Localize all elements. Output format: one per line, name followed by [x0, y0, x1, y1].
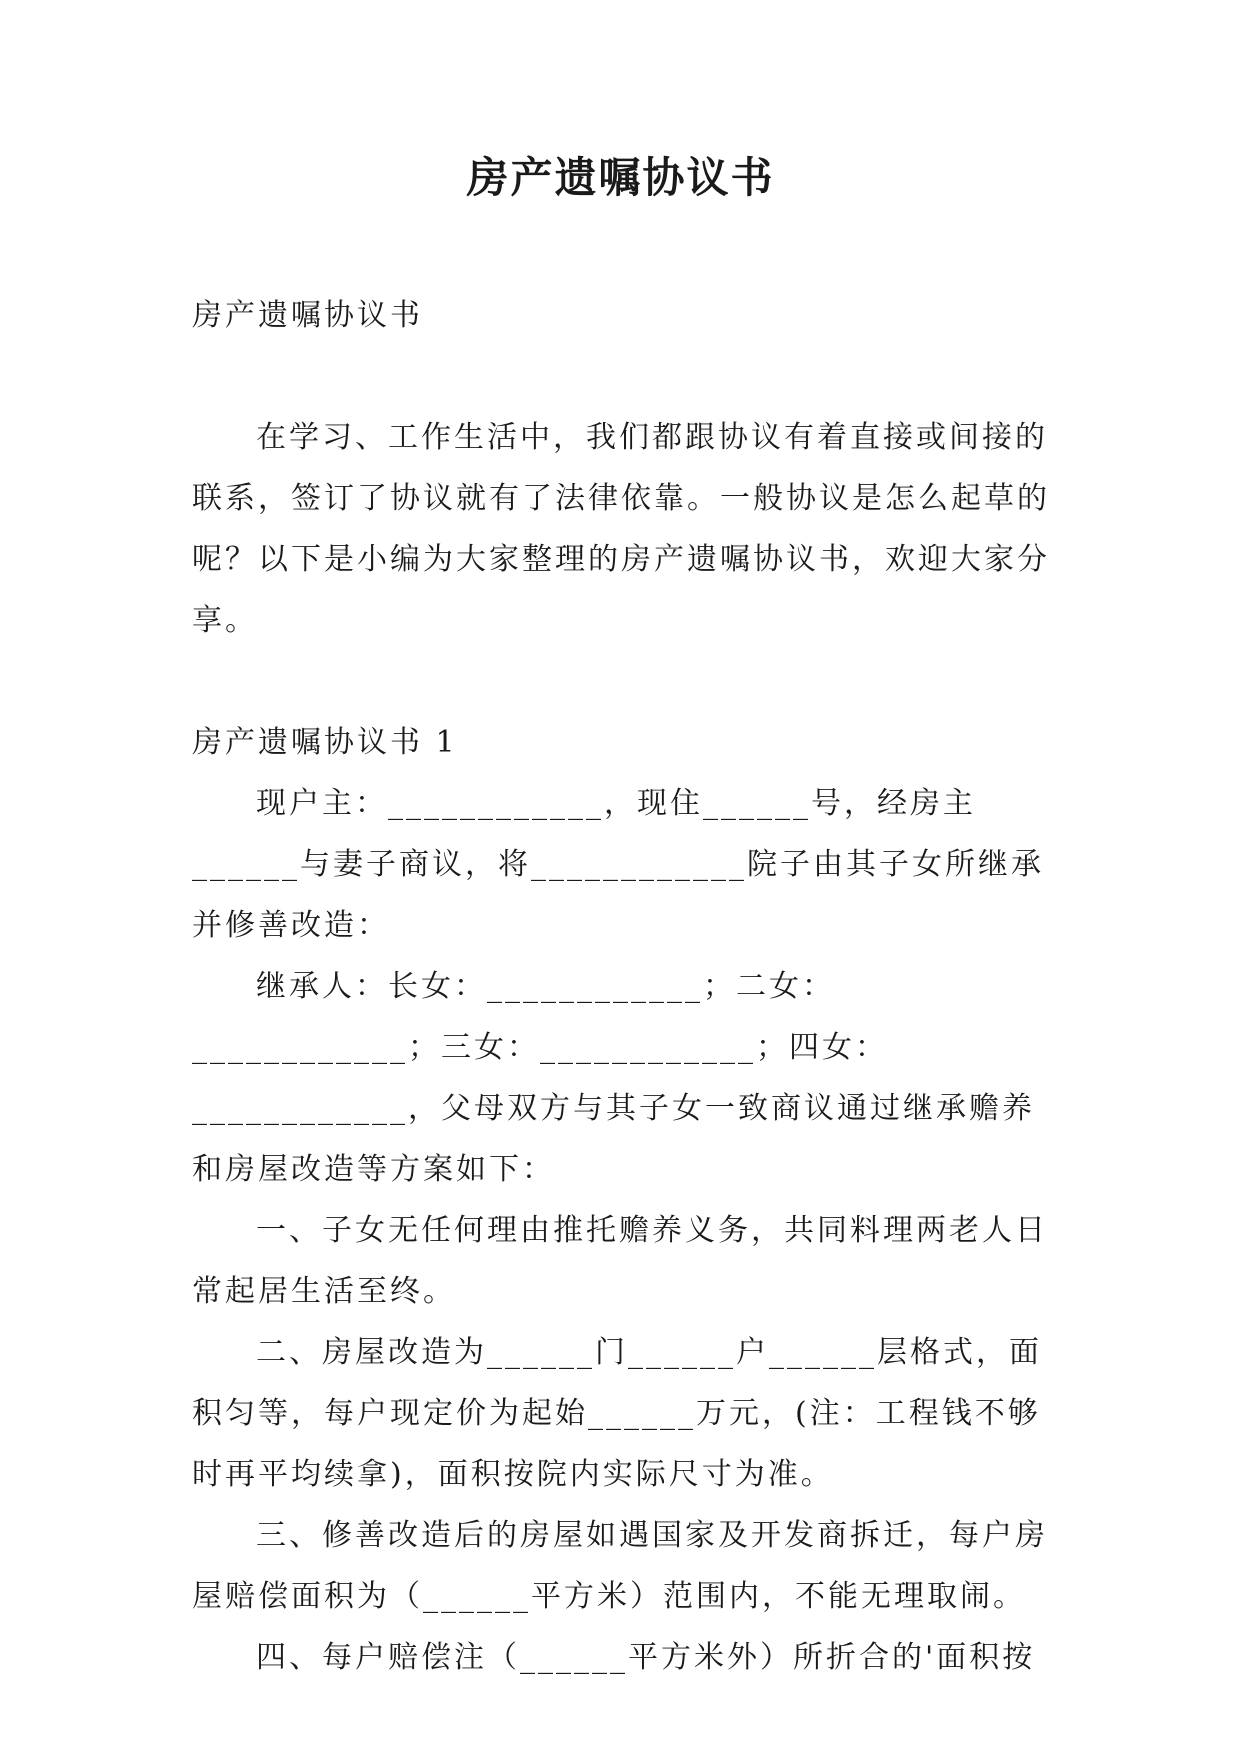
body-paragraph: 四、每户赔偿注（______平方米外）所折合的'面积按 [256, 1640, 1036, 1675]
body-paragraph: 一、子女无任何理由推托赡养义务，共同料理两老人日常起居生活至终。 [192, 1213, 1048, 1309]
document-body [192, 285, 1052, 1688]
body-paragraph: 三、修善改造后的房屋如遇国家及开发商拆迁，每户房屋赔偿面积为（______平方米）范围内，不能无理取闹。 [192, 1518, 1048, 1614]
body-paragraph: 现户主：____________，现住______号，经房主______与妻子商议，将____________院子由其子女所继承并修善改造： [192, 786, 1044, 943]
intro-paragraph: 在学习、工作生活中，我们都跟协议有着直接或间接的联系，签订了协议就有了法律依靠。一般协议是怎么起草的呢？以下是小编为大家整理的房产遗嘱协议书，欢迎大家分享。 [192, 420, 1050, 638]
body-paragraph: 二、房屋改造为______门______户______层格式，面积匀等，每户现定价为起始______万元，(注：工程钱不够时再平均续拿)，面积按院内实际尺寸为准。 [192, 1335, 1042, 1492]
section-heading: 房产遗嘱协议书 1 [192, 725, 458, 760]
document-subtitle: 房产遗嘱协议书 [192, 298, 423, 333]
body-paragraph: 继承人：长女：____________；二女：____________；三女：____________；四女：____________，父母双方与其子女一致商议通过继承赡养和房屋改造等方案如下： [192, 969, 1035, 1187]
document-title: 房产遗嘱协议书 [466, 153, 775, 202]
